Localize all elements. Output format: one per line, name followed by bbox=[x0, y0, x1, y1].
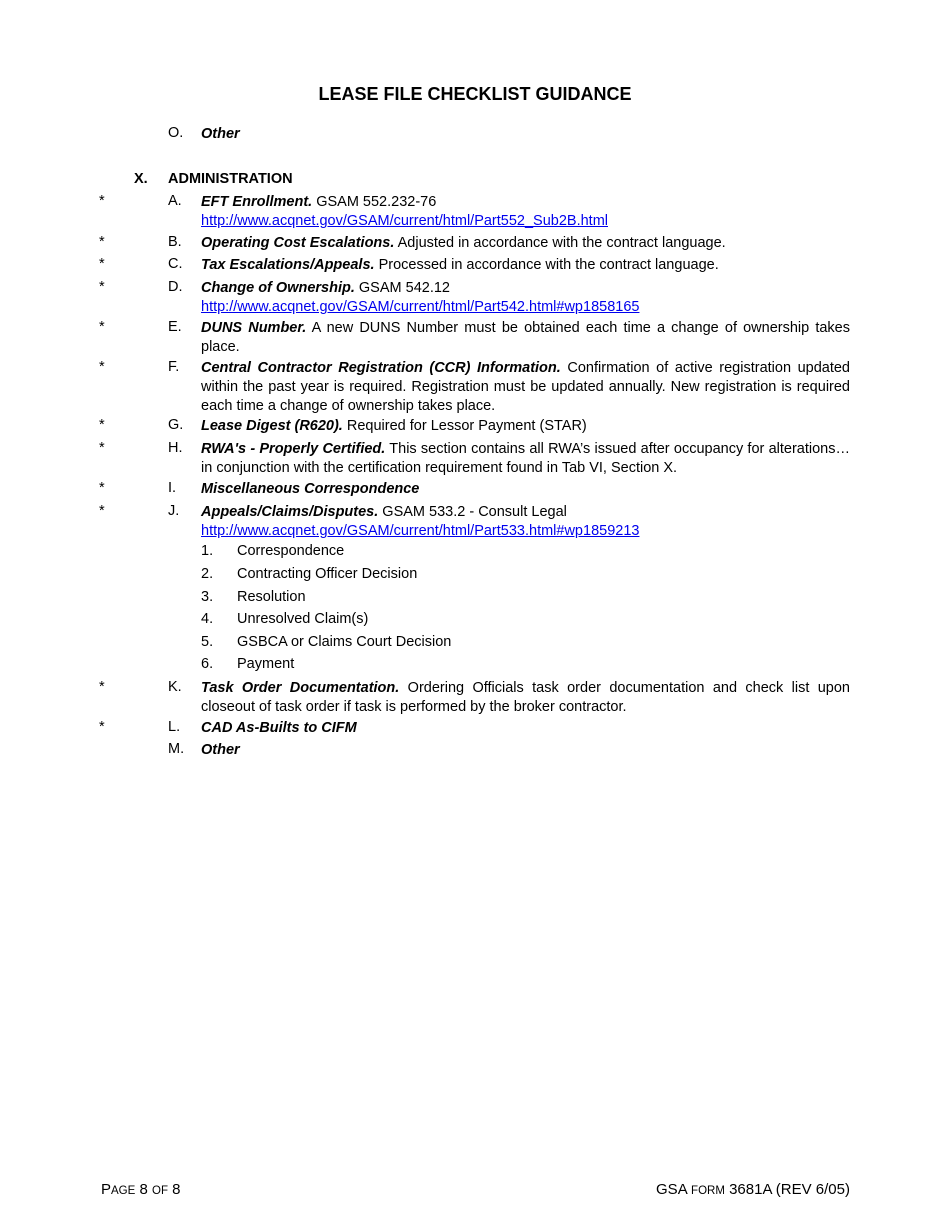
item-label: Lease Digest (R620). bbox=[201, 418, 343, 434]
item-letter: M. bbox=[168, 741, 185, 757]
item-text: A new DUNS Number must be obtained each time a change of ownership takes place. bbox=[201, 320, 850, 355]
item-text: Adjusted in accordance with the contract language. bbox=[394, 235, 726, 251]
item-label: Change of Ownership. bbox=[201, 280, 355, 296]
form-identifier: GSA FORM 3681A (REV 6/05) bbox=[656, 1181, 850, 1198]
required-marker: * bbox=[99, 480, 105, 496]
item-letter: E. bbox=[168, 319, 182, 335]
required-marker: * bbox=[99, 193, 105, 209]
sub-item-number: 3. bbox=[201, 589, 214, 605]
required-marker: * bbox=[99, 679, 105, 695]
sub-item-number: 4. bbox=[201, 611, 214, 627]
page-number: PAGE 8 OF 8 bbox=[101, 1181, 181, 1198]
sub-item-text: GSBCA or Claims Court Decision bbox=[237, 634, 452, 650]
item-label: RWA's - Properly Certified. bbox=[201, 441, 386, 457]
sub-item-number: 2. bbox=[201, 566, 214, 582]
item-letter: B. bbox=[168, 234, 182, 250]
item-label: DUNS Number. bbox=[201, 320, 307, 336]
required-marker: * bbox=[99, 279, 105, 295]
required-marker: * bbox=[99, 319, 105, 335]
sub-item-text: Contracting Officer Decision bbox=[237, 566, 418, 582]
sub-item-number: 1. bbox=[201, 543, 214, 559]
required-marker: * bbox=[99, 359, 105, 375]
required-marker: * bbox=[99, 503, 105, 519]
item-text: GSAM 552.232-76 bbox=[312, 194, 437, 210]
sub-item-text: Resolution bbox=[237, 589, 306, 605]
item-letter: O. bbox=[168, 125, 184, 141]
item-letter: C. bbox=[168, 256, 183, 272]
item-label: CAD As-Builts to CIFM bbox=[201, 720, 357, 736]
item-label: Task Order Documentation. bbox=[201, 680, 400, 696]
item-letter: I. bbox=[168, 480, 177, 496]
page-title: LEASE FILE CHECKLIST GUIDANCE bbox=[318, 84, 632, 104]
required-marker: * bbox=[99, 234, 105, 250]
required-marker: * bbox=[99, 719, 105, 735]
sub-item-text: Unresolved Claim(s) bbox=[237, 611, 369, 627]
section-number: X. bbox=[134, 171, 148, 187]
sub-item-number: 6. bbox=[201, 656, 214, 672]
section-title: ADMINISTRATION bbox=[168, 171, 293, 187]
required-marker: * bbox=[99, 417, 105, 433]
item-letter: J. bbox=[168, 503, 180, 519]
gsam-link[interactable]: http://www.acqnet.gov/GSAM/current/html/Part533.html#wp1859213 bbox=[201, 523, 640, 539]
item-label: Other bbox=[201, 126, 240, 142]
item-text: GSAM 533.2 - Consult Legal bbox=[378, 504, 567, 520]
item-label: Central Contractor Registration (CCR) Information. bbox=[201, 360, 561, 376]
sub-item-number: 5. bbox=[201, 634, 214, 650]
item-text: Processed in accordance with the contract language. bbox=[374, 257, 719, 273]
item-text: Ordering Officials task order documentation and check list upon closeout of task order if task is performed by the broker contractor. bbox=[201, 680, 850, 715]
item-text: This section contains all RWA’s issued after occupancy for alterations… in conjunction with the certification requirement found in Tab VI, Section X. bbox=[201, 441, 850, 476]
required-marker: * bbox=[99, 440, 105, 456]
item-label: Other bbox=[201, 742, 240, 758]
item-letter: L. bbox=[168, 719, 181, 735]
item-letter: A. bbox=[168, 193, 182, 209]
item-text: GSAM 542.12 bbox=[354, 280, 450, 296]
sub-item-text: Payment bbox=[237, 656, 295, 672]
item-text: Required for Lessor Payment (STAR) bbox=[342, 418, 587, 434]
item-letter: H. bbox=[168, 440, 183, 456]
gsam-link[interactable]: http://www.acqnet.gov/GSAM/current/html/Part552_Sub2B.html bbox=[201, 213, 608, 229]
item-label: Appeals/Claims/Disputes. bbox=[201, 504, 379, 520]
sub-item-text: Correspondence bbox=[237, 543, 345, 559]
item-label: Miscellaneous Correspondence bbox=[201, 481, 420, 497]
item-label: Tax Escalations/Appeals. bbox=[201, 257, 375, 273]
item-letter: D. bbox=[168, 279, 183, 295]
item-letter: G. bbox=[168, 417, 184, 433]
item-label: EFT Enrollment. bbox=[201, 194, 313, 210]
item-label: Operating Cost Escalations. bbox=[201, 235, 395, 251]
item-letter: F. bbox=[168, 359, 180, 375]
required-marker: * bbox=[99, 256, 105, 272]
item-letter: K. bbox=[168, 679, 182, 695]
gsam-link[interactable]: http://www.acqnet.gov/GSAM/current/html/Part542.html#wp1858165 bbox=[201, 299, 640, 315]
item-text: Confirmation of active registration updated within the past year is required. Registration must be updated annually. New registration is required each time a change of ownership takes place. bbox=[201, 360, 850, 414]
